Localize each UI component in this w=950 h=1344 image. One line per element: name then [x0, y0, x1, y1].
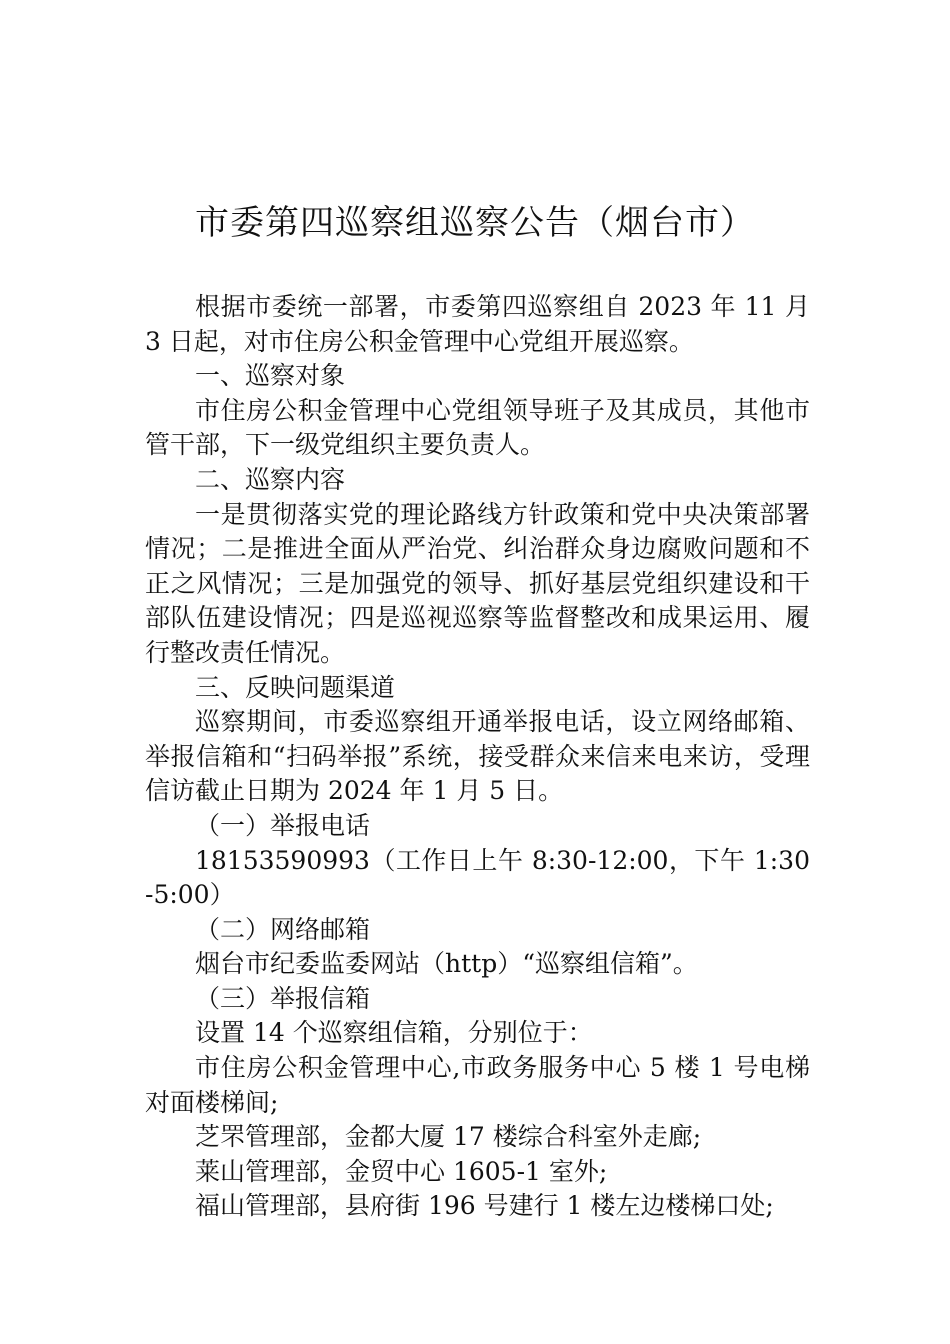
subheading-phone: （一）举报电话: [195, 810, 371, 840]
channels-paragraph: 巡察期间，市委巡察组开通举报电话，设立网络邮箱、举报信箱和“扫码举报”系统，接受群众来信来电来访，受理信访截止日期为 2024 年 1 月 5 日。: [145, 707, 810, 806]
mailbox-location-item: 市住房公积金管理中心,市政务服务中心 5 楼 1 号电梯对面楼梯间;: [145, 1053, 810, 1117]
email-paragraph: 烟台市纪委监委网站（http）“巡察组信箱”。: [195, 949, 698, 979]
section-heading-channels: 三、反映问题渠道: [195, 672, 396, 702]
subheading-mailbox: （三）举报信箱: [195, 983, 371, 1013]
document-body: [145, 290, 810, 1224]
mailbox-location-item: 芝罘管理部，金都大厦 17 楼综合科室外走廊;: [195, 1122, 702, 1152]
section-heading-content: 二、巡察内容: [195, 464, 346, 494]
document-title: 市委第四巡察组巡察公告（烟台市）: [195, 203, 755, 243]
section-heading-targets: 一、巡察对象: [195, 361, 346, 391]
mailbox-location-item: 莱山管理部，金贸中心 1605-1 室外;: [195, 1156, 608, 1186]
intro-paragraph: 根据市委统一部署，市委第四巡察组自 2023 年 11 月 3 日起，对市住房公积金管理中心党组开展巡察。: [145, 292, 810, 356]
mailbox-paragraph: 设置 14 个巡察组信箱，分别位于：: [195, 1018, 593, 1048]
phone-paragraph: 18153590993（工作日上午 8:30-12:00，下午 1:30-5:00）: [145, 845, 810, 910]
targets-paragraph: 市住房公积金管理中心党组领导班子及其成员，其他市管干部，下一级党组织主要负责人。: [145, 395, 810, 460]
mailbox-location-item: 福山管理部，县府街 196 号建行 1 楼左边楼梯口处;: [195, 1191, 774, 1221]
subheading-email: （二）网络邮箱: [195, 914, 371, 944]
content-paragraph: 一是贯彻落实党的理论路线方针政策和党中央决策部署情况；二是推进全面从严治党、纠治群众身边腐败问题和不正之风情况；三是加强党的领导、抓好基层党组织建设和干部队伍建设情况；四是巡视巡察等监督整改和成果运用、履行整改责任情况。: [145, 499, 810, 667]
